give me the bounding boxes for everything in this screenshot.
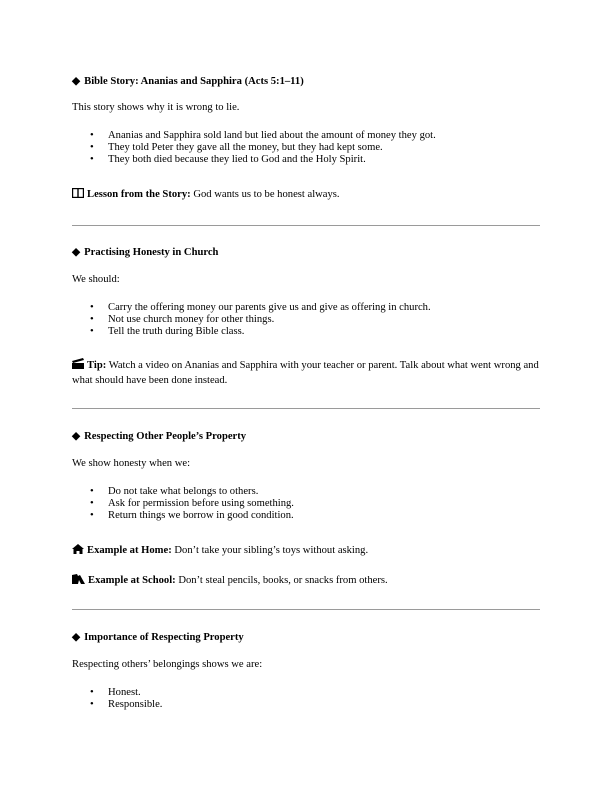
- section-intro: This story shows why it is wrong to lie.: [72, 102, 240, 113]
- bullet-icon: •: [90, 486, 94, 497]
- list-item: [72, 302, 431, 314]
- diamond-icon: ◆: [72, 431, 81, 442]
- bullet-icon: •: [90, 154, 94, 165]
- callout-label: Example at School:: [88, 575, 176, 586]
- bullet-icon: •: [90, 687, 94, 698]
- callout-label: Lesson from the Story:: [87, 189, 191, 200]
- section-heading-bible-story: [72, 75, 304, 87]
- house-icon: [72, 544, 84, 557]
- callout-text: Watch a video on Ananias and Sapphira with your teacher or parent. Talk about what went wrong and what should have been done instead.: [72, 360, 539, 386]
- bullet-icon: •: [90, 130, 94, 141]
- list-item: [72, 130, 436, 142]
- diamond-icon: ◆: [72, 76, 81, 87]
- list-item-text: They both died because they lied to God and the Holy Spirit.: [108, 154, 366, 165]
- divider: [72, 225, 540, 226]
- list-item: [72, 142, 436, 154]
- list-item-text: Responsible.: [108, 699, 163, 710]
- list-item-text: Honest.: [108, 687, 141, 698]
- callout-text: Don’t take your sibling’s toys without asking.: [171, 545, 369, 556]
- bullet-icon: •: [90, 326, 94, 337]
- section-heading-importance: [72, 631, 244, 643]
- bullet-icon: •: [90, 314, 94, 325]
- list-item-text: They told Peter they gave all the money, but they had kept some.: [108, 142, 383, 153]
- bullet-icon: •: [90, 498, 94, 509]
- section-intro: Respecting others’ belongings shows we are:: [72, 659, 263, 670]
- diamond-icon: ◆: [72, 632, 81, 643]
- list-item: [72, 486, 294, 498]
- bullet-icon: •: [90, 142, 94, 153]
- section-intro: We should:: [72, 274, 120, 285]
- section-intro: We show honesty when we:: [72, 458, 191, 469]
- list-item: [72, 510, 294, 522]
- heading-text: Respecting Other People’s Property: [84, 431, 247, 442]
- heading-text: Importance of Respecting Property: [84, 632, 244, 643]
- tip-callout: [72, 358, 542, 388]
- heading-text: Bible Story: Ananias and Sapphira (Acts 5:1–11): [84, 76, 304, 87]
- heading-text: Practising Honesty in Church: [84, 247, 219, 258]
- callout-label: Example at Home:: [87, 545, 172, 556]
- bullet-icon: •: [90, 302, 94, 313]
- callout-text: God wants us to be honest always.: [190, 189, 340, 200]
- clapperboard-icon: [72, 358, 84, 374]
- list-item: [72, 326, 431, 338]
- lesson-callout: [72, 188, 340, 201]
- section-heading-property: [72, 430, 246, 442]
- list-item: [72, 154, 436, 166]
- divider: [72, 408, 540, 409]
- school-example-callout: [72, 574, 388, 587]
- bullet-list: [72, 486, 294, 522]
- callout-text: Don’t steal pencils, books, or snacks from others.: [175, 575, 388, 586]
- list-item: [72, 687, 162, 699]
- list-item: [72, 699, 162, 711]
- bullet-list: [72, 687, 162, 711]
- list-item-text: Carry the offering money our parents give us and give as offering in church.: [108, 302, 431, 313]
- list-item: [72, 498, 294, 510]
- divider: [72, 609, 540, 610]
- list-item-text: Ask for permission before using something.: [108, 498, 294, 509]
- list-item-text: Tell the truth during Bible class.: [108, 326, 245, 337]
- list-item-text: Return things we borrow in good condition.: [108, 510, 294, 521]
- list-item-text: Do not take what belongs to others.: [108, 486, 259, 497]
- callout-label: Tip:: [87, 360, 107, 371]
- bullet-icon: •: [90, 510, 94, 521]
- list-item-text: Ananias and Sapphira sold land but lied about the amount of money they got.: [108, 130, 436, 141]
- home-example-callout: [72, 544, 368, 557]
- diamond-icon: ◆: [72, 247, 81, 258]
- section-heading-church: [72, 246, 218, 258]
- bullet-icon: •: [90, 699, 94, 710]
- bullet-list: [72, 302, 431, 338]
- school-icon: [72, 574, 85, 587]
- open-book-icon: [72, 188, 84, 201]
- bullet-list: [72, 130, 436, 166]
- list-item: [72, 314, 431, 326]
- list-item-text: Not use church money for other things.: [108, 314, 275, 325]
